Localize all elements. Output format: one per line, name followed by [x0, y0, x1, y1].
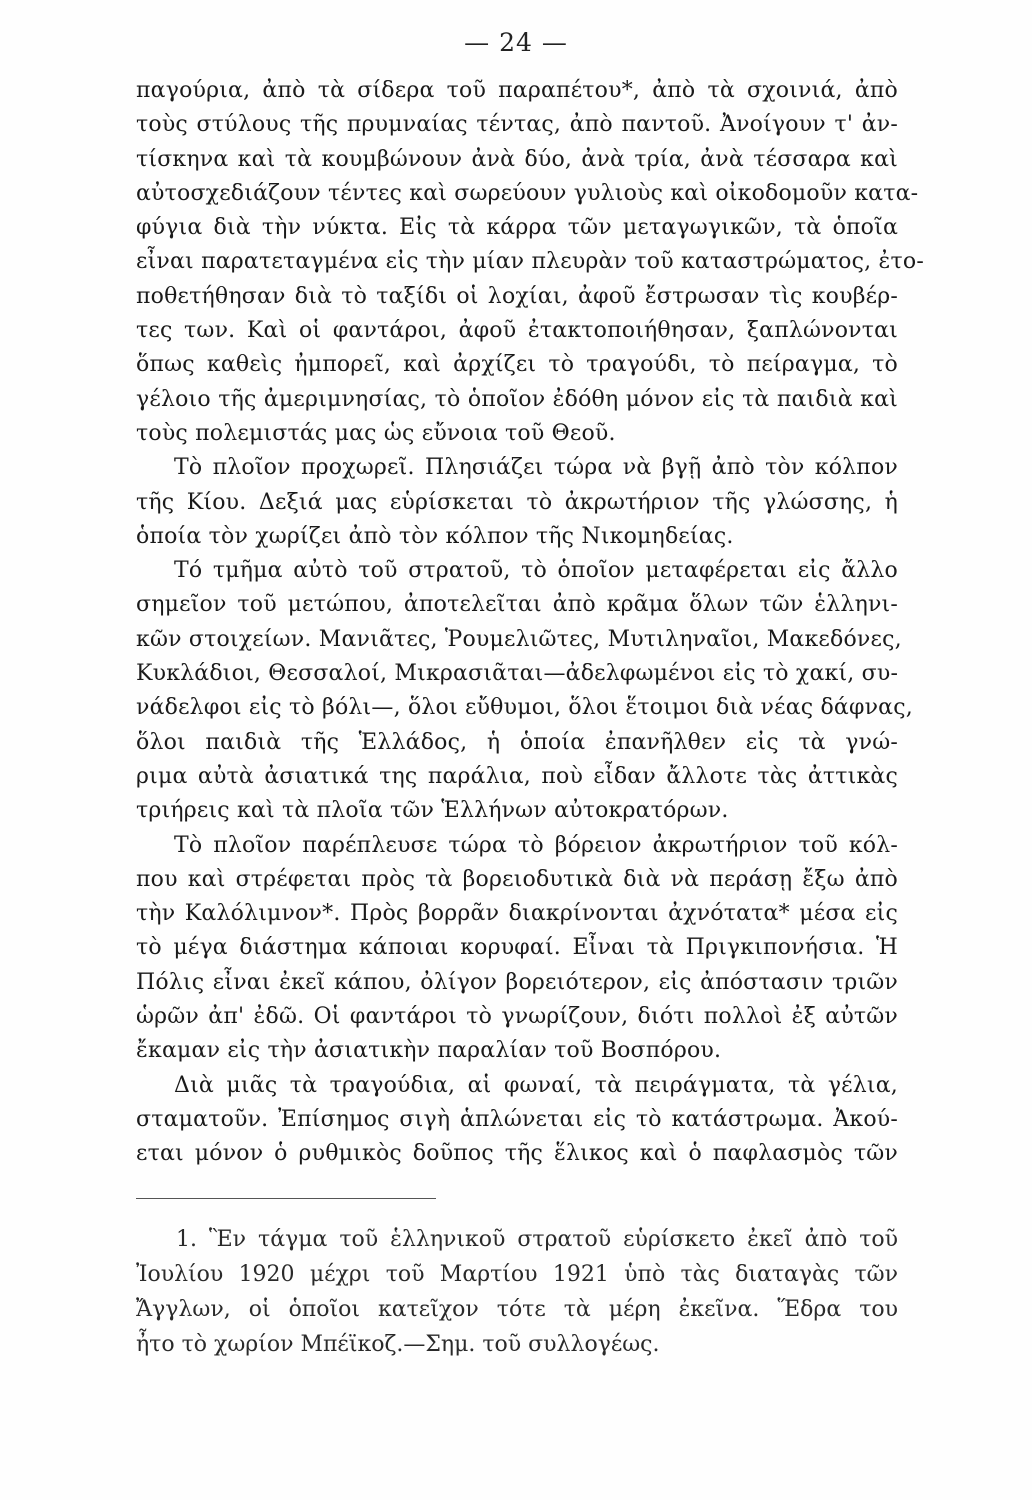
text-line: τὸ μέγα διάστημα κάποιαι κορυφαί. Εἶναι τὰ Πριγκιπονήσια. Ἡ: [136, 935, 898, 961]
text-line: εἶναι παρατεταγμένα εἰς τὴν μίαν πλευρὰν τοῦ καταστρώματος, ἐτο-: [136, 249, 924, 275]
text-line: τες των. Καὶ οἱ φαντάροι, ἀφοῦ ἐτακτοποιήθησαν, ξαπλώνονται: [136, 318, 898, 344]
page-number: — 24 —: [464, 28, 568, 57]
text-line: Τὸ πλοῖον προχωρεῖ. Πλησιάζει τώρα νὰ βγῇ ἀπὸ τὸν κόλπον: [174, 455, 898, 481]
footnote-divider: [136, 1198, 436, 1199]
text-line: που καὶ στρέφεται πρὸς τὰ βορειοδυτικὰ διὰ νὰ περάσῃ ἔξω ἀπὸ: [136, 866, 898, 892]
text-line: ριμα αὐτὰ ἀσιατικά της παράλια, ποὺ εἶδαν ἄλλοτε τὰς ἀττικὰς: [136, 763, 898, 789]
text-line: ὅλοι παιδιὰ τῆς Ἑλλάδος, ἡ ὁποία ἐπανῆλθεν εἰς τὰ γνώ-: [136, 729, 898, 755]
text-line: ὡρῶν ἀπ' ἐδῶ. Οἱ φαντάροι τὸ γνωρίζουν, διότι πολλοὶ ἐξ αὐτῶν: [136, 1004, 898, 1030]
text-line: τῆς Κίου. Δεξιά μας εὑρίσκεται τὸ ἀκρωτήριον τῆς γλώσσης, ἡ: [136, 489, 898, 515]
footnote-line: 1. Ἓν τάγμα τοῦ ἑλληνικοῦ στρατοῦ εὑρίσκετο ἐκεῖ ἀπὸ τοῦ: [176, 1227, 898, 1252]
text-line: Διὰ μιᾶς τὰ τραγούδια, αἱ φωναί, τὰ πειράγματα, τὰ γέλια,: [174, 1072, 898, 1098]
text-line: ὅπως καθεὶς ἠμπορεῖ, καὶ ἀρχίζει τὸ τραγούδι, τὸ πείραγμα, τὸ: [136, 352, 898, 378]
text-line: ὁποία τὸν χωρίζει ἀπὸ τὸν κόλπον τῆς Νικομηδείας.: [136, 523, 734, 549]
text-line: νάδελφοι εἰς τὸ βόλι—, ὅλοι εὔθυμοι, ὅλοι ἕτοιμοι διὰ νέας δάφνας,: [136, 695, 913, 721]
text-line: παγούρια, ἀπὸ τὰ σίδερα τοῦ παραπέτου*, ἀπὸ τὰ σχοινιά, ἀπὸ: [136, 78, 898, 103]
text-line: Τό τμῆμα αὐτὸ τοῦ στρατοῦ, τὸ ὁποῖον μεταφέρεται εἰς ἄλλο: [174, 558, 898, 584]
text-line: Πόλις εἶναι ἐκεῖ κάπου, ὀλίγον βορειότερον, εἰς ἀπόστασιν τριῶν: [136, 969, 898, 995]
text-line: γέλοιο τῆς ἀμεριμνησίας, τὸ ὁποῖον ἐδόθη μόνον εἰς τὰ παιδιὰ καὶ: [136, 386, 898, 412]
text-line: εται μόνον ὁ ρυθμικὸς δοῦπος τῆς ἕλικος καὶ ὁ παφλασμὸς τῶν: [136, 1141, 898, 1167]
footnote-line: ἦτο τὸ χωρίον Μπέϊκοζ.—Σημ. τοῦ συλλογέως.: [136, 1332, 660, 1357]
text-line: τοὺς στύλους τῆς πρυμναίας τέντας, ἀπὸ παντοῦ. Ἀνοίγουν τ' ἀν-: [136, 112, 898, 138]
text-line: τριήρεις καὶ τὰ πλοῖα τῶν Ἑλλήνων αὐτοκρατόρων.: [136, 798, 729, 824]
footnote-line: Ἰουλίου 1920 μέχρι τοῦ Μαρτίου 1921 ὑπὸ τὰς διαταγὰς τῶν: [136, 1262, 898, 1287]
text-line: τοὺς πολεμιστάς μας ὡς εὔνοια τοῦ Θεοῦ.: [136, 420, 616, 446]
text-line: ἔκαμαν εἰς τὴν ἀσιατικὴν παραλίαν τοῦ Βοσπόρου.: [136, 1038, 722, 1064]
footnote: [136, 1222, 898, 1362]
text-line: ποθετήθησαν διὰ τὸ ταξίδι οἱ λοχίαι, ἀφοῦ ἔστρωσαν τὶς κουβέρ-: [136, 283, 898, 309]
text-line: σταματοῦν. Ἐπίσημος σιγὴ ἁπλώνεται εἰς τὸ κατάστρωμα. Ἀκού-: [136, 1106, 898, 1132]
text-line: Κυκλάδιοι, Θεσσαλοί, Μικρασιᾶται—ἀδελφωμένοι εἰς τὸ χακί, συ-: [136, 661, 899, 687]
text-line: τίσκηνα καὶ τὰ κουμβώνουν ἀνὰ δύο, ἀνὰ τρία, ἀνὰ τέσσαρα καὶ: [136, 146, 898, 172]
footnote-line: Ἄγγλων, οἱ ὁποῖοι κατεῖχον τότε τὰ μέρη ἐκεῖνα. Ἕδρα του: [136, 1297, 898, 1322]
text-line: φύγια διὰ τὴν νύκτα. Εἰς τὰ κάρρα τῶν μεταγωγικῶν, τὰ ὁποῖα: [136, 215, 898, 241]
text-line: Τὸ πλοῖον παρέπλευσε τώρα τὸ βόρειον ἀκρωτήριον τοῦ κόλ-: [174, 832, 898, 858]
text-line: σημεῖον τοῦ μετώπου, ἀποτελεῖται ἀπὸ κρᾶμα ὅλων τῶν ἑλληνι-: [136, 592, 898, 618]
text-line: τὴν Καλόλιμνον*. Πρὸς βορρᾶν διακρίνονται ἀχνότατα* μέσα εἰς: [136, 901, 898, 927]
text-line: αὐτοσχεδιάζουν τέντες καὶ σωρεύουν γυλιοὺς καὶ οἰκοδομοῦν κατα-: [136, 180, 919, 206]
text-line: κῶν στοιχείων. Μανιᾶτες, Ῥουμελιῶτες, Μυτιληναῖοι, Μακεδόνες,: [136, 626, 902, 652]
body-text: [136, 74, 924, 1172]
